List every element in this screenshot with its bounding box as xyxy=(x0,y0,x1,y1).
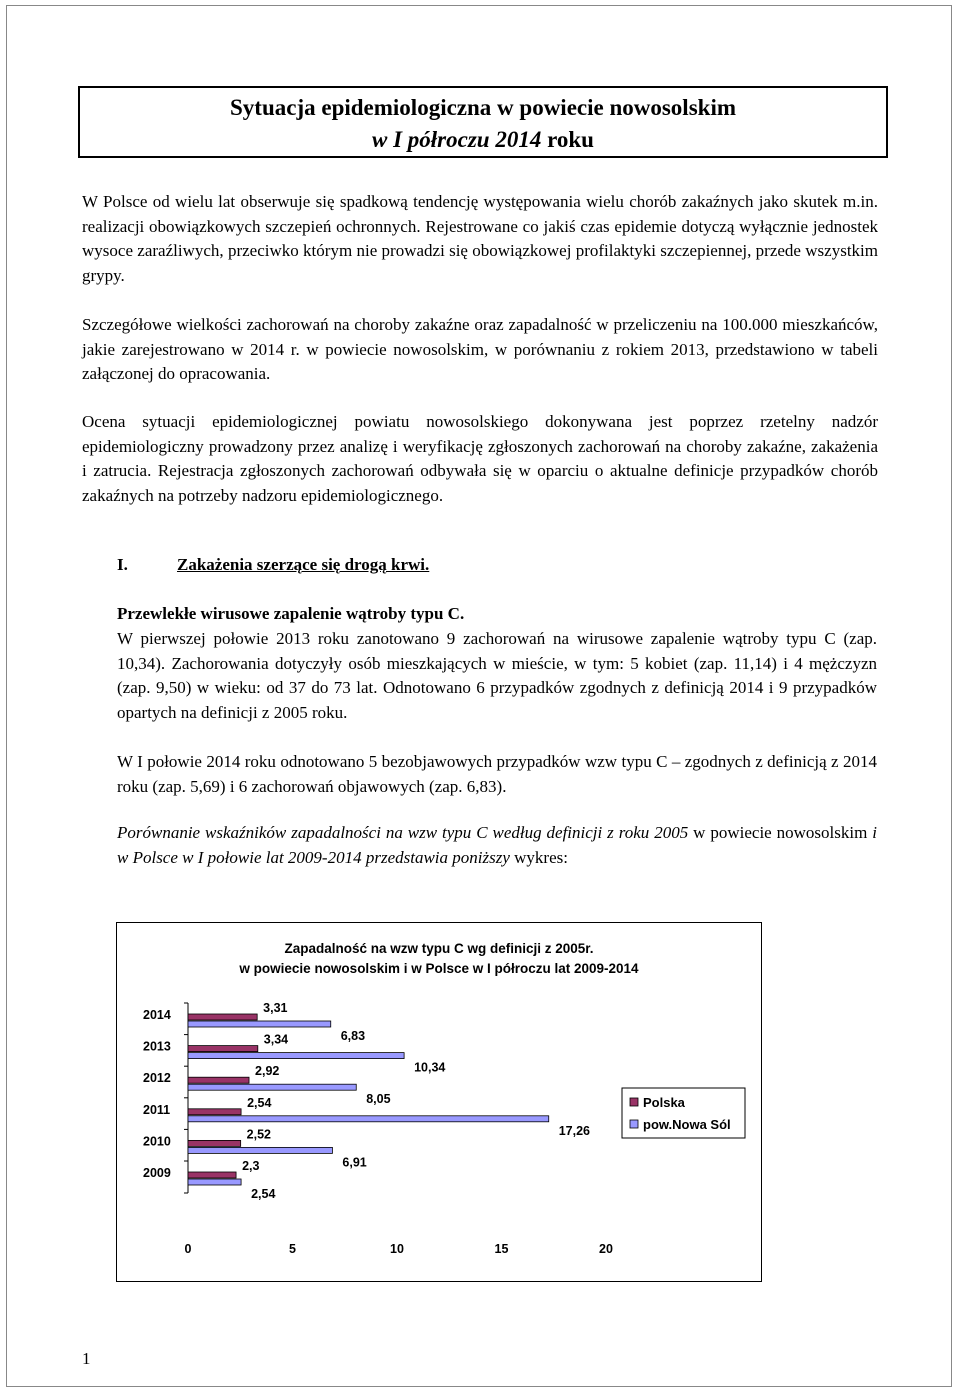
chart-frame xyxy=(116,922,762,1282)
section-heading xyxy=(117,555,429,575)
data-label: 3,34 xyxy=(263,1032,289,1047)
category-label: 2011 xyxy=(143,1102,171,1117)
category-label: 2014 xyxy=(143,1008,171,1022)
data-label: 2,92 xyxy=(255,1064,280,1079)
title-line-2 xyxy=(80,124,886,156)
chart-intro-paragraph xyxy=(117,821,877,870)
data-label: 17,26 xyxy=(558,1123,591,1138)
chart-intro-italic-1: Porównanie wskaźników zapadalności na wzw typu C według definicji z roku 2005 xyxy=(117,823,689,842)
title-box xyxy=(78,86,888,158)
legend-label: pow.Nowa Sól xyxy=(643,1117,731,1132)
x-tick-label: 0 xyxy=(184,1242,192,1256)
legend-swatch xyxy=(630,1120,638,1128)
data-label: 2,52 xyxy=(246,1127,272,1142)
data-label: 3,31 xyxy=(263,1001,288,1015)
bar-polska xyxy=(188,1014,257,1020)
x-tick-label: 5 xyxy=(289,1242,296,1256)
data-label: 2,54 xyxy=(247,1095,272,1110)
title-line-2-italic: w I półroczu 2014 xyxy=(372,127,542,152)
legend-swatch xyxy=(630,1098,638,1106)
subsection-heading: Przewlekłe wirusowe zapalenie wątroby typu C. xyxy=(117,604,465,623)
bar-nowa-sol xyxy=(188,1021,331,1027)
x-tick-label: 15 xyxy=(494,1242,509,1256)
title-line-2-rest: roku xyxy=(541,127,594,152)
bar-nowa-sol xyxy=(188,1179,241,1185)
bar-polska xyxy=(188,1109,241,1115)
bar-polska xyxy=(188,1046,258,1052)
data-label: 8,05 xyxy=(366,1092,391,1107)
section-number: I. xyxy=(117,555,128,574)
category-label: 2009 xyxy=(143,1166,171,1180)
bar-polska xyxy=(188,1172,236,1178)
data-label: 2,3 xyxy=(242,1159,260,1173)
data-label: 6,83 xyxy=(340,1029,366,1043)
data-label: 6,91 xyxy=(342,1155,367,1170)
legend-label: Polska xyxy=(643,1095,685,1110)
intro-paragraph: W Polsce od wielu lat obserwuje się spadkową tendencję występowania wielu chorób zakaźnych jako skutek m.in. realizacji obowiązkowych szczepień ochronnych. Rejestrowane co jakiś czas epidemie dotyczą wyłącznie jednostek wysoce zaraźliwych, przeciwko którym nie prowadzi się obowiązkowej profilaktyki szczepiennej, przede wszystkim grypy. xyxy=(82,192,878,285)
title-line-1: Sytuacja epidemiologiczna w powiecie nowosolskim xyxy=(230,95,736,120)
hcv-2013-paragraph: W pierwszej połowie 2013 roku zanotowano 9 zachorowań na wirusowe zapalenie wątroby typu C (zap. 10,34). Zachorowania dotyczyły osób mieszkających w mieście, w tym: 5 kobiet (zap. 11,14) i 4 mężczyzn (zap. 9,50) w wieku: od 37 do 73 lat. Odnotowano 6 przypadków zgodnych z definicją 2014 i 9 przypadków opartych na definicji z 2005 roku. xyxy=(117,629,877,722)
bar-nowa-sol xyxy=(188,1147,332,1153)
category-label: 2012 xyxy=(143,1071,171,1086)
category-label: 2010 xyxy=(143,1134,171,1149)
chart-title-line-1: Zapadalność na wzw typu C wg definicji z 2005r. xyxy=(284,941,594,956)
chart-title-line-2: w powiecie nowosolskim i w Polsce w I półroczu lat 2009-2014 xyxy=(239,961,639,976)
chart-intro-normal-1: w powiecie nowosolskim xyxy=(693,823,868,842)
assessment-paragraph: Ocena sytuacji epidemiologicznej powiatu nowosolskiego dokonywana jest poprzez rzetelny nadzór epidemiologiczny prowadzony przez analizę i weryfikację zgłoszonych zachorowań na choroby zakaźne, zakażenia i zatrucia. Rejestracja zgłoszonych zachorowań odbywała się w oparciu o aktualne definicje przypadków chorób zakaźnych na potrzeby nadzoru epidemiologicznego. xyxy=(82,412,878,505)
data-label: 10,34 xyxy=(414,1060,446,1075)
bar-nowa-sol xyxy=(188,1053,404,1059)
chart-intro-normal-2: wykres: xyxy=(514,847,568,867)
details-paragraph: Szczegółowe wielkości zachorowań na choroby zakaźne oraz zapadalność w przeliczeniu na 100.000 mieszkańców, jakie zarejestrowano w 2014 r. w powiecie nowosolskim, w porównaniu z rokiem 2013, przedstawiono w tabeli załączonej do opracowania. xyxy=(82,315,878,383)
x-tick-label: 20 xyxy=(599,1242,613,1256)
chart-intro-italic-2: i w Polsce w I połowie lat 2009-2014 przedstawia poniższy xyxy=(117,823,877,867)
data-label: 2,54 xyxy=(251,1187,276,1201)
category-label: 2013 xyxy=(143,1039,171,1054)
section-title: Zakażenia szerzące się drogą krwi. xyxy=(177,555,430,574)
bar-polska xyxy=(188,1077,249,1083)
page-number: 1 xyxy=(82,1349,91,1368)
bar-nowa-sol xyxy=(188,1084,356,1090)
bar-polska xyxy=(188,1140,241,1146)
hcv-2014-paragraph: W I połowie 2014 roku odnotowano 5 bezobjawowych przypadków wzw typu C – zgodnych z definicją z 2014 roku (zap. 5,69) i 6 zachorowań objawowych (zap. 6,83). xyxy=(117,752,877,796)
bar-nowa-sol xyxy=(188,1116,549,1122)
x-tick-label: 10 xyxy=(390,1242,404,1256)
bar-chart xyxy=(117,923,761,1281)
